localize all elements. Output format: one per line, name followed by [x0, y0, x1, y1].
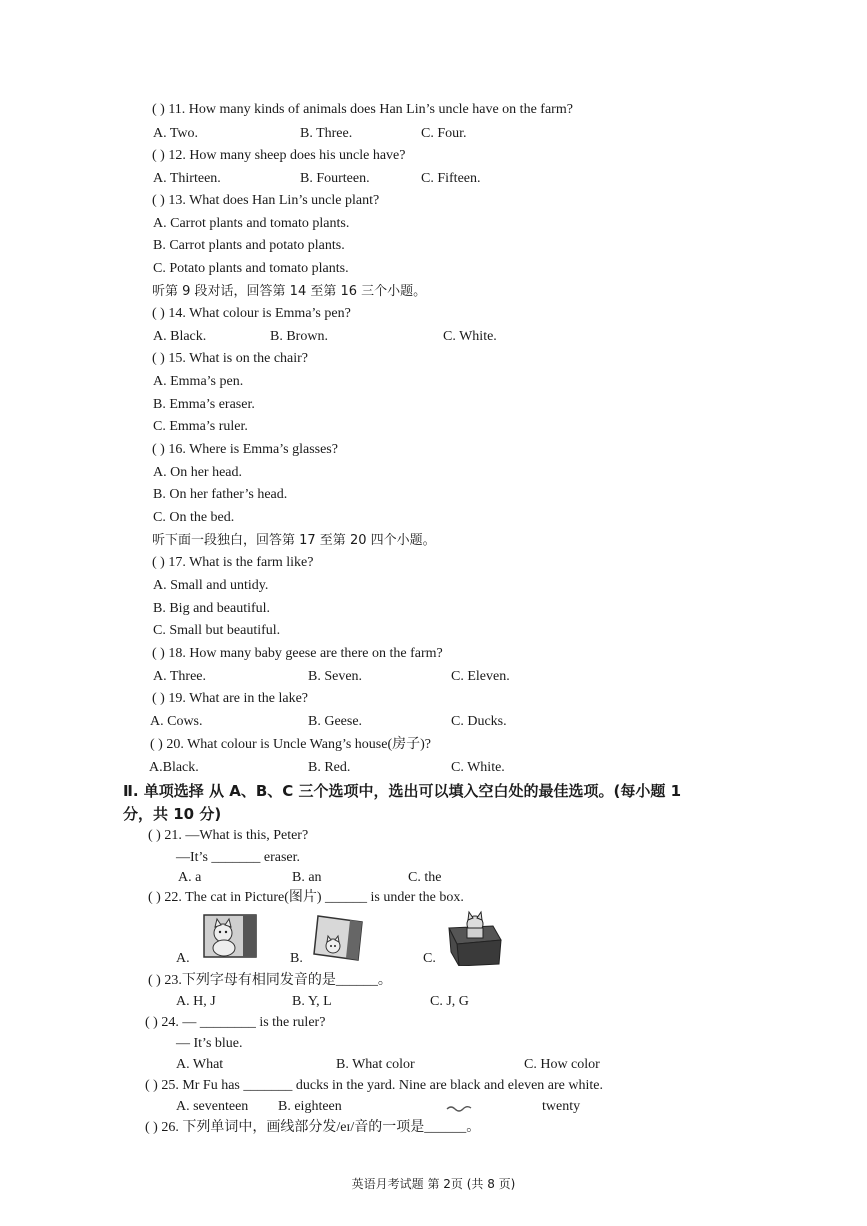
q14-option-c: C. White.: [443, 329, 497, 344]
cat-in-box-image: [445, 910, 505, 966]
cat-under-box-image: [312, 912, 364, 962]
q13-option-a: A. Carrot plants and tomato plants.: [153, 216, 350, 231]
question-22: ( ) 22. The cat in Picture(图片) ______ is under the box.: [148, 890, 464, 905]
q24-option-b: B. What color: [336, 1057, 415, 1072]
q12-option-b: B. Fourteen.: [300, 171, 370, 186]
q20-option-b: B. Red.: [308, 760, 351, 775]
q13-option-c: C. Potato plants and tomato plants.: [153, 261, 349, 276]
q13-option-b: B. Carrot plants and potato plants.: [153, 238, 345, 253]
q25-option-b: B. eighteen: [278, 1099, 342, 1114]
q11-option-a: A. Two.: [153, 126, 199, 141]
q24-option-a: A. What: [176, 1057, 224, 1072]
q18-option-c: C. Eleven.: [451, 669, 510, 684]
section-2-heading-cont: 分，共 10 分): [123, 805, 222, 823]
q21-option-c: C. the: [408, 870, 442, 885]
question-24: ( ) 24. — ________ is the ruler?: [145, 1015, 326, 1030]
question-16: ( ) 16. Where is Emma’s glasses?: [152, 442, 338, 457]
q14-option-b: B. Brown.: [270, 329, 328, 344]
q21-option-a: A. a: [178, 870, 202, 885]
q23-option-b: B. Y, L: [292, 994, 332, 1009]
q17-option-a: A. Small and untidy.: [153, 578, 269, 593]
q21-option-b: B. an: [292, 870, 322, 885]
q14-option-a: A. Black.: [153, 329, 207, 344]
q16-option-a: A. On her head.: [153, 465, 243, 480]
q25-option-a: A. seventeen: [176, 1099, 249, 1114]
question-18: ( ) 18. How many baby geese are there on the farm?: [152, 646, 443, 661]
scribble-mark: [446, 1104, 472, 1112]
q20-option-a: A.Black.: [149, 760, 199, 775]
q17-option-c: C. Small but beautiful.: [153, 623, 281, 638]
q19-option-c: C. Ducks.: [451, 714, 507, 729]
cat-beside-box-image: [203, 913, 257, 959]
q18-option-b: B. Seven.: [308, 669, 363, 684]
question-15: ( ) 15. What is on the chair?: [152, 351, 309, 366]
q12-option-a: A. Thirteen.: [153, 171, 221, 186]
q19-option-a: A. Cows.: [150, 714, 203, 729]
q18-option-a: A. Three.: [153, 669, 206, 684]
q25-option-c: twenty: [542, 1099, 581, 1114]
q22-option-c: C.: [423, 951, 436, 966]
question-23: ( ) 23.下列字母有相同发音的是______。: [148, 973, 392, 988]
q24-option-c: C. How color: [524, 1057, 600, 1072]
q16-option-c: C. On the bed.: [153, 510, 235, 525]
q22-option-b: B.: [290, 951, 303, 966]
question-12: ( ) 12. How many sheep does his uncle have?: [152, 148, 406, 163]
question-17: ( ) 17. What is the farm like?: [152, 555, 314, 570]
q15-option-b: B. Emma’s eraser.: [153, 397, 255, 412]
q16-option-b: B. On her father’s head.: [153, 487, 288, 502]
dialog-9-instruction: 听第 9 段对话，回答第 14 至第 16 三个小题。: [152, 284, 427, 299]
question-13: ( ) 13. What does Han Lin’s uncle plant?: [152, 193, 380, 208]
question-25: ( ) 25. Mr Fu has _______ ducks in the yard. Nine are black and eleven are white.: [145, 1078, 603, 1093]
q19-option-b: B. Geese.: [308, 714, 363, 729]
question-24-reply: — It’s blue.: [176, 1036, 243, 1051]
q20-option-c: C. White.: [451, 760, 505, 775]
question-21-reply: —It’s _______ eraser.: [176, 850, 301, 865]
page-footer: 英语月考试题 第 2页 (共 8 页): [351, 1177, 516, 1191]
q15-option-c: C. Emma’s ruler.: [153, 419, 248, 434]
q22-option-a: A.: [176, 951, 190, 966]
question-11: ( ) 11. How many kinds of animals does Han Lin’s uncle have on the farm?: [152, 102, 573, 117]
question-26: ( ) 26. 下列单词中，画线部分发/eɪ/音的一项是______。: [145, 1120, 481, 1135]
question-19: ( ) 19. What are in the lake?: [152, 691, 309, 706]
q12-option-c: C. Fifteen.: [421, 171, 481, 186]
q23-option-a: A. H, J: [176, 994, 216, 1009]
q15-option-a: A. Emma’s pen.: [153, 374, 244, 389]
question-21: ( ) 21. —What is this, Peter?: [148, 828, 309, 843]
question-14: ( ) 14. What colour is Emma’s pen?: [152, 306, 351, 321]
q11-option-b: B. Three.: [300, 126, 353, 141]
question-20: ( ) 20. What colour is Uncle Wang’s house(房子)?: [150, 737, 432, 752]
q23-option-c: C. J, G: [430, 994, 469, 1009]
section-2-heading: Ⅱ. 单项选择 从 A、B、C 三个选项中，选出可以填入空白处的最佳选项。(每小题 1: [123, 782, 682, 800]
monologue-instruction: 听下面一段独白，回答第 17 至第 20 四个小题。: [152, 533, 436, 548]
q11-option-c: C. Four.: [421, 126, 467, 141]
q17-option-b: B. Big and beautiful.: [153, 601, 271, 616]
